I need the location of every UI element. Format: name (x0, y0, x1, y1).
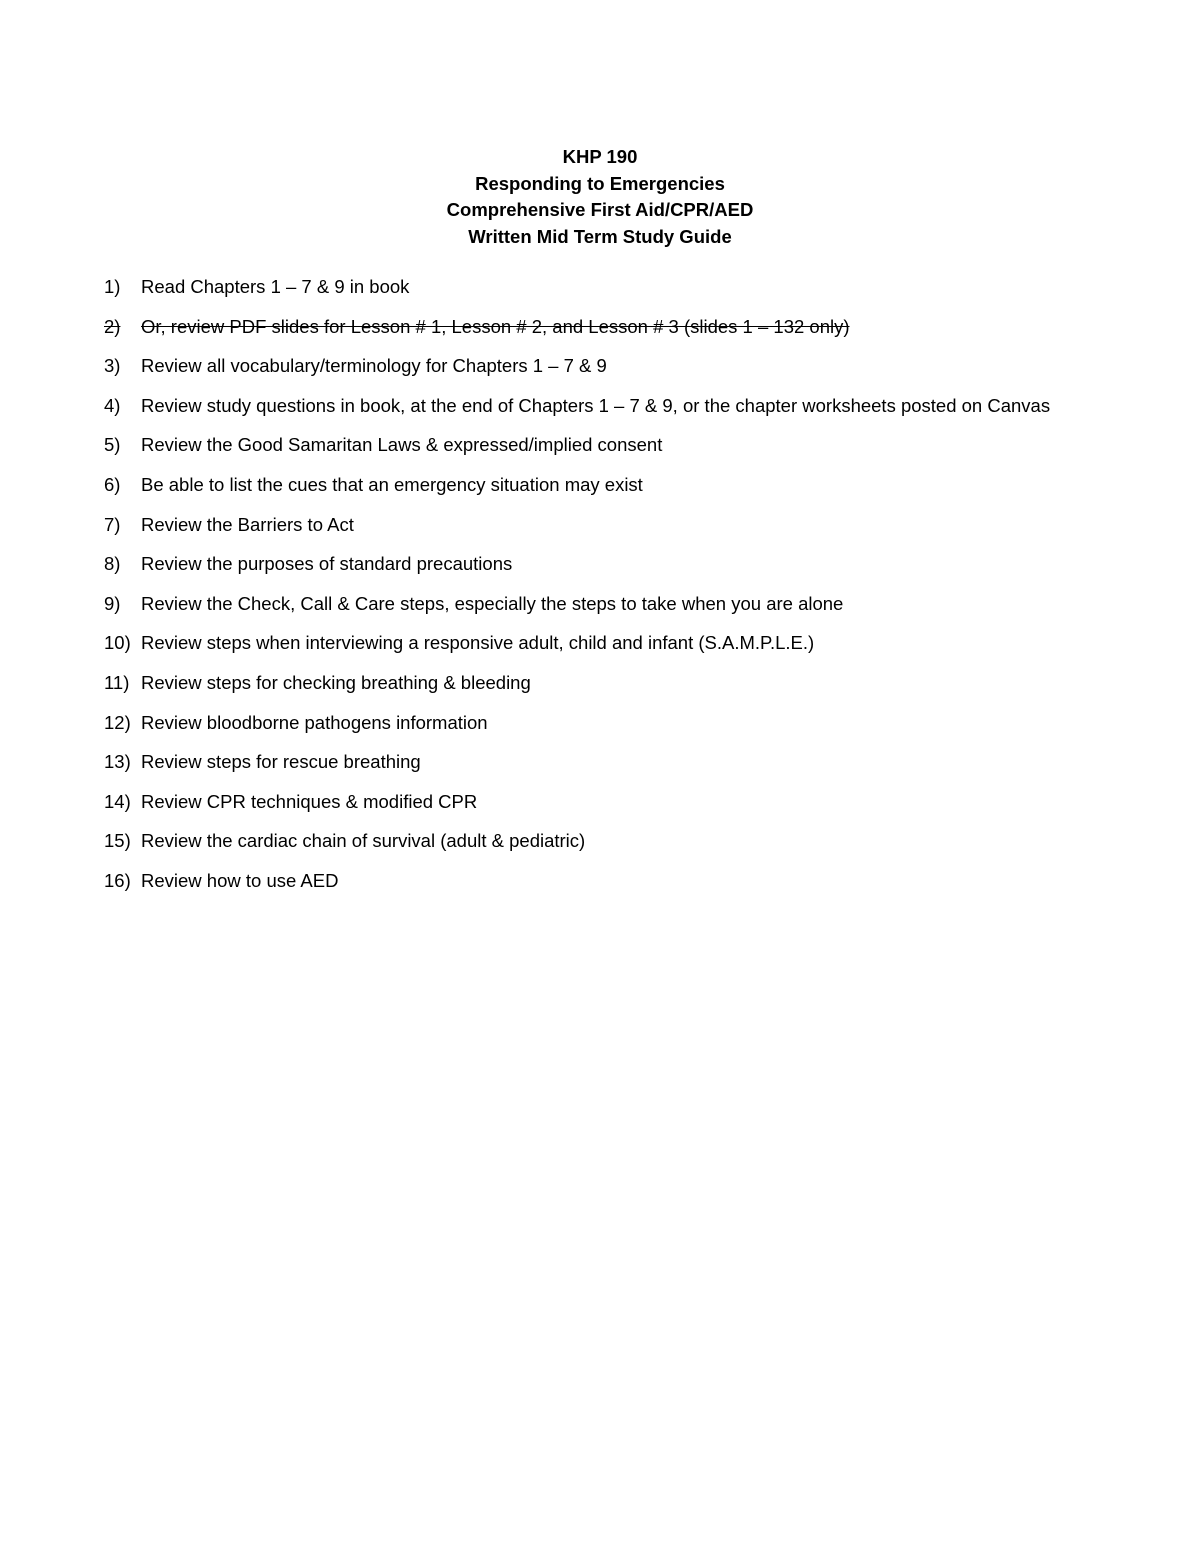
course-subtitle: Comprehensive First Aid/CPR/AED (446, 199, 754, 220)
list-item-number: 3) (104, 355, 121, 377)
list-item (104, 591, 1164, 631)
list-item-number: 11) (104, 671, 130, 693)
list-item-text: Review study questions in book, at the end of Chapters 1 – 7 & 9, or the chapter worksheets posted on Canvas (141, 394, 1051, 416)
document-header (0, 144, 1200, 250)
list-item-number: 16) (104, 869, 131, 891)
list-item-number: 10) (104, 632, 131, 654)
list-item (104, 472, 1164, 512)
list-item-text: Review all vocabulary/terminology for Chapters 1 – 7 & 9 (141, 355, 607, 377)
list-item-text: Or, review PDF slides for Lesson # 1, Lesson # 2, and Lesson # 3 (slides 1 – 132 only) (141, 315, 850, 337)
list-item (104, 828, 1164, 868)
list-item (104, 789, 1164, 829)
list-item-number: 8) (104, 553, 121, 575)
list-item-struck (104, 314, 1164, 354)
list-item (104, 868, 1164, 908)
list-item-number: 13) (104, 751, 131, 773)
list-item-number: 12) (104, 711, 131, 733)
list-item (104, 393, 1164, 433)
list-item-number: 7) (104, 513, 121, 535)
list-item-text: Review the purposes of standard precautions (141, 553, 513, 575)
study-guide-list (104, 274, 1164, 908)
list-item-text: Review the Barriers to Act (141, 513, 354, 535)
list-item (104, 630, 1164, 670)
list-item-text: Review how to use AED (141, 869, 339, 891)
list-item-text: Be able to list the cues that an emergency situation may exist (141, 473, 643, 495)
list-item (104, 551, 1164, 591)
list-item-number: 5) (104, 434, 121, 456)
list-item (104, 432, 1164, 472)
list-item-text: Review CPR techniques & modified CPR (141, 790, 478, 812)
list-item (104, 274, 1164, 314)
course-code: KHP 190 (562, 146, 638, 167)
list-item (104, 670, 1164, 710)
list-item-number: 6) (104, 473, 121, 495)
list-item-text: Review steps when interviewing a responsive adult, child and infant (S.A.M.P.L.E.) (141, 632, 815, 654)
list-item-text: Review the cardiac chain of survival (adult & pediatric) (141, 830, 586, 852)
list-item-text: Review the Good Samaritan Laws & expressed/implied consent (141, 434, 663, 456)
list-item-number: 14) (104, 790, 131, 812)
list-item (104, 749, 1164, 789)
list-item-number: 9) (104, 592, 121, 614)
document-title: Written Mid Term Study Guide (468, 225, 732, 247)
list-item-number: 1) (104, 276, 121, 297)
course-title: Responding to Emergencies (475, 172, 725, 194)
list-item-text: Read Chapters 1 – 7 & 9 in book (141, 276, 410, 297)
list-item-number: 15) (104, 830, 131, 852)
list-item (104, 710, 1164, 750)
list-item-text: Review steps for rescue breathing (141, 751, 421, 773)
list-item-number: 4) (104, 394, 121, 416)
list-item-text: Review steps for checking breathing & bleeding (141, 671, 531, 693)
list-item-number: 2) (104, 315, 121, 337)
list-item (104, 512, 1164, 552)
list-item-text: Review the Check, Call & Care steps, especially the steps to take when you are alone (141, 592, 844, 614)
list-item-text: Review bloodborne pathogens information (141, 711, 488, 733)
list-item (104, 353, 1164, 393)
